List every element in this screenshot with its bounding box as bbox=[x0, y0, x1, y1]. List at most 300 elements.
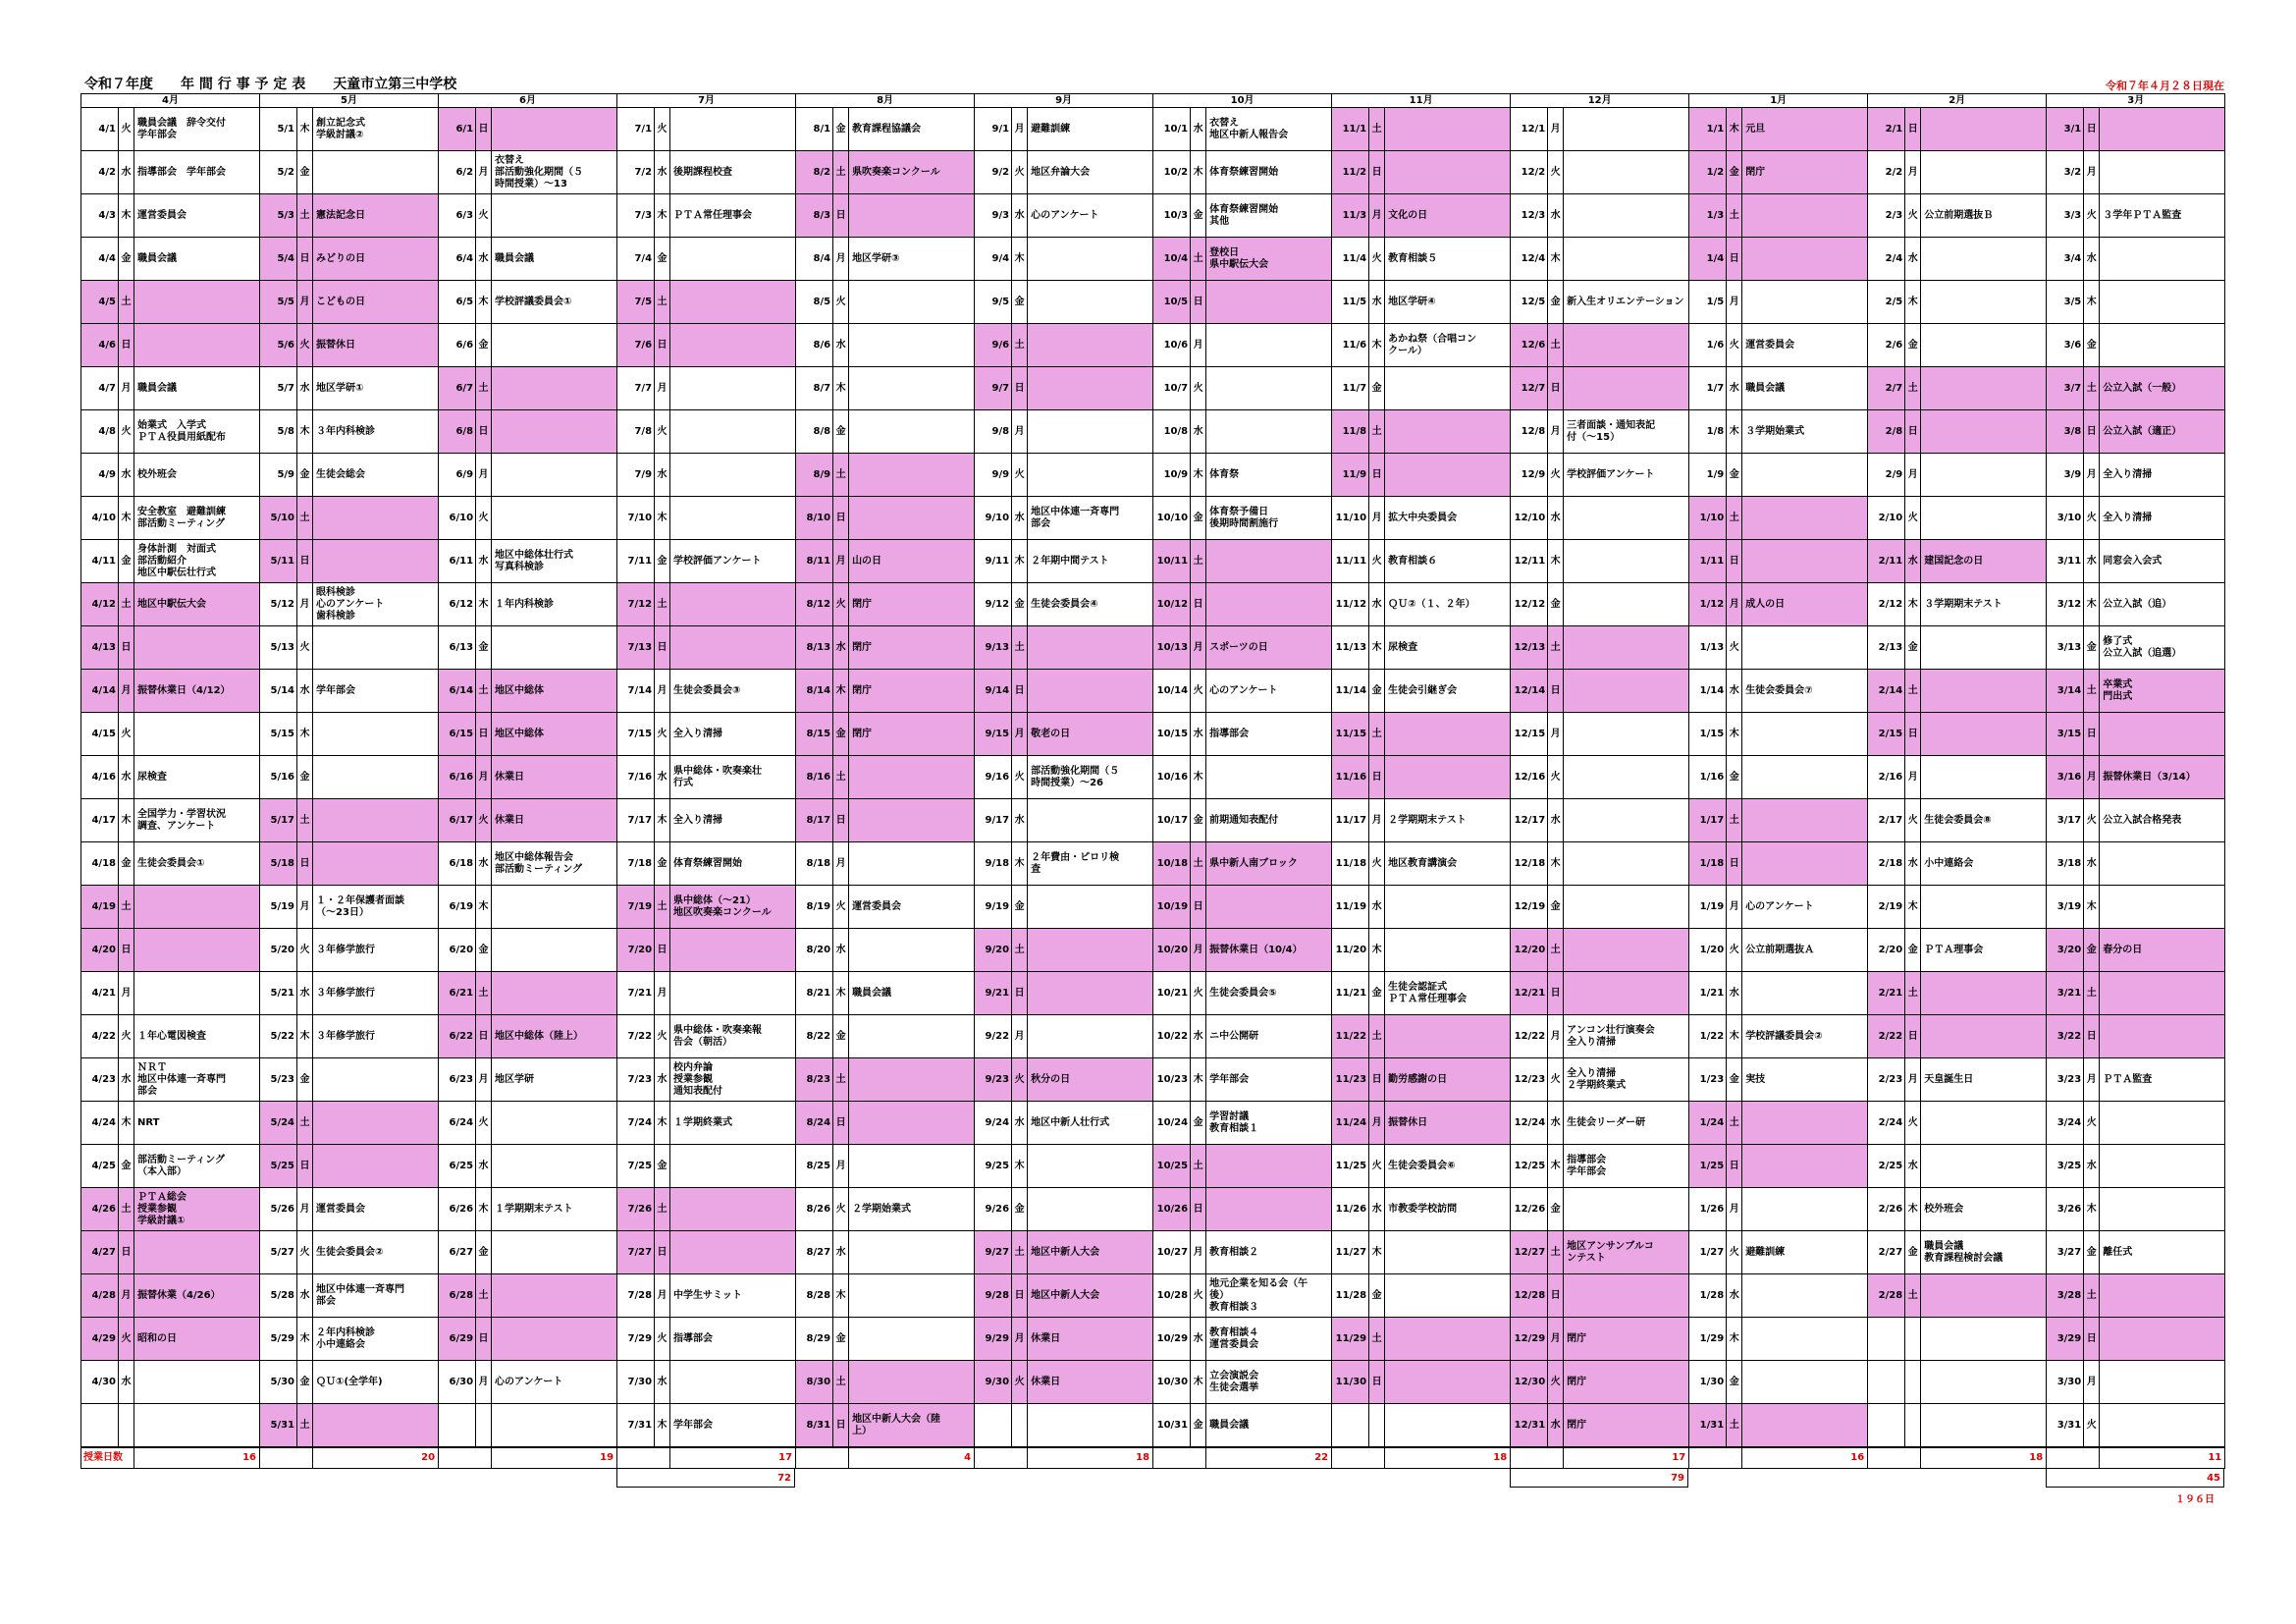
weekday-cell: 火 bbox=[297, 626, 313, 670]
weekday-cell: 日 bbox=[1012, 670, 1028, 713]
date-cell: 5/7 bbox=[260, 367, 297, 410]
weekday-cell: 日 bbox=[1548, 367, 1564, 410]
event-line: ＱＵ②（１、２年） bbox=[1388, 598, 1475, 610]
weekday-cell: 金 bbox=[655, 842, 670, 886]
weekday-cell: 火 bbox=[833, 1188, 849, 1231]
date-cell: 9/21 bbox=[975, 972, 1012, 1015]
date-cell: 10/30 bbox=[1153, 1361, 1191, 1404]
date-cell: 8/15 bbox=[796, 713, 833, 756]
event-cell bbox=[1206, 281, 1332, 324]
event-cell bbox=[1921, 1274, 2047, 1318]
event-cell bbox=[1206, 1231, 1332, 1274]
event-cell bbox=[2100, 1188, 2225, 1231]
weekday-cell: 木 bbox=[1369, 626, 1385, 670]
event-line: ３年修学旅行 bbox=[316, 987, 376, 999]
event-cell bbox=[1742, 454, 1868, 497]
event-cell bbox=[313, 799, 439, 842]
day-row bbox=[81, 1015, 2225, 1058]
event-cell bbox=[313, 497, 439, 540]
event-line: 教育相談２ bbox=[1209, 1246, 1259, 1258]
event-line: 査 bbox=[1031, 863, 1041, 875]
event-cell bbox=[492, 367, 617, 410]
date-cell: 7/28 bbox=[617, 1274, 655, 1318]
event-line: 勤労感謝の日 bbox=[1388, 1073, 1448, 1085]
event-cell bbox=[670, 583, 796, 626]
weekday-cell: 水 bbox=[655, 1361, 670, 1404]
date-cell: 6/12 bbox=[439, 583, 476, 626]
event-cell bbox=[1206, 108, 1332, 151]
date-cell: 10/9 bbox=[1153, 454, 1191, 497]
weekday-cell: 土 bbox=[833, 756, 849, 799]
event-cell bbox=[492, 1058, 617, 1102]
date-cell: 7/2 bbox=[617, 151, 655, 194]
date-cell: 7/11 bbox=[617, 540, 655, 583]
event-cell bbox=[670, 367, 796, 410]
weekday-cell: 水 bbox=[1191, 108, 1206, 151]
date-cell: 5/11 bbox=[260, 540, 297, 583]
date-cell: 12/8 bbox=[1511, 410, 1548, 454]
event-cell bbox=[1206, 1015, 1332, 1058]
event-cell bbox=[1921, 238, 2047, 281]
event-line: 後期課程校査 bbox=[673, 166, 733, 178]
event-line: 県吹奏楽コンクール bbox=[852, 166, 940, 178]
date-cell: 7/18 bbox=[617, 842, 655, 886]
blank-cell bbox=[1511, 1447, 1564, 1469]
date-cell: 9/15 bbox=[975, 713, 1012, 756]
weekday-cell: 火 bbox=[297, 1231, 313, 1274]
weekday-cell: 月 bbox=[833, 238, 849, 281]
event-cell bbox=[1742, 497, 1868, 540]
school-days-10: 16 bbox=[1742, 1447, 1868, 1469]
weekday-cell: 金 bbox=[1548, 281, 1564, 324]
blank-cell bbox=[439, 1447, 492, 1469]
event-cell bbox=[134, 540, 260, 583]
empty-cell bbox=[119, 1404, 134, 1448]
weekday-cell: 日 bbox=[476, 1015, 492, 1058]
event-cell bbox=[492, 799, 617, 842]
weekday-cell: 土 bbox=[476, 670, 492, 713]
date-cell: 2/22 bbox=[1868, 1015, 1905, 1058]
date-cell: 8/7 bbox=[796, 367, 833, 410]
date-cell: 4/6 bbox=[81, 324, 119, 367]
weekday-cell: 水 bbox=[476, 842, 492, 886]
date-cell: 8/22 bbox=[796, 1015, 833, 1058]
date-cell: 7/25 bbox=[617, 1145, 655, 1188]
date-cell: 4/13 bbox=[81, 626, 119, 670]
weekday-cell: 木 bbox=[119, 194, 134, 238]
weekday-cell: 月 bbox=[1369, 799, 1385, 842]
event-line: 写真科検診 bbox=[495, 561, 545, 572]
date-cell: 9/11 bbox=[975, 540, 1012, 583]
date-cell: 12/31 bbox=[1511, 1404, 1548, 1448]
date-cell: 1/29 bbox=[1689, 1318, 1727, 1361]
event-line: 振替休業日（3/14） bbox=[2103, 771, 2196, 783]
school-days-4: 17 bbox=[670, 1447, 796, 1469]
date-cell: 12/20 bbox=[1511, 929, 1548, 972]
event-cell bbox=[1921, 1015, 2047, 1058]
weekday-cell: 金 bbox=[1191, 1102, 1206, 1145]
weekday-cell: 木 bbox=[476, 886, 492, 929]
as-of-date: 令和７年４月２８日現在 bbox=[2106, 80, 2224, 92]
weekday-cell: 土 bbox=[1905, 670, 1921, 713]
event-cell bbox=[134, 1145, 260, 1188]
date-cell: 8/6 bbox=[796, 324, 833, 367]
weekday-cell: 土 bbox=[1191, 238, 1206, 281]
date-cell: 11/20 bbox=[1332, 929, 1369, 972]
event-cell bbox=[1742, 713, 1868, 756]
event-cell bbox=[670, 1145, 796, 1188]
event-cell bbox=[313, 626, 439, 670]
weekday-cell: 火 bbox=[1905, 1102, 1921, 1145]
weekday-cell: 火 bbox=[1548, 454, 1564, 497]
weekday-cell: 日 bbox=[1905, 108, 1921, 151]
date-cell: 4/15 bbox=[81, 713, 119, 756]
date-cell: 7/15 bbox=[617, 713, 655, 756]
weekday-cell: 木 bbox=[833, 972, 849, 1015]
weekday-cell: 水 bbox=[655, 151, 670, 194]
weekday-cell: 金 bbox=[1191, 799, 1206, 842]
event-cell bbox=[849, 1015, 975, 1058]
date-cell: 8/16 bbox=[796, 756, 833, 799]
date-cell: 5/30 bbox=[260, 1361, 297, 1404]
weekday-cell: 月 bbox=[1012, 1015, 1028, 1058]
date-cell: 7/3 bbox=[617, 194, 655, 238]
weekday-cell: 火 bbox=[1369, 540, 1385, 583]
weekday-cell: 月 bbox=[119, 367, 134, 410]
weekday-cell: 日 bbox=[1012, 367, 1028, 410]
weekday-cell: 月 bbox=[476, 151, 492, 194]
event-cell bbox=[849, 367, 975, 410]
event-line: 体育祭練習開始 bbox=[1209, 203, 1279, 215]
weekday-cell: 火 bbox=[833, 886, 849, 929]
event-line: 地区中体連一斉専門 bbox=[1031, 506, 1120, 517]
date-cell: 11/21 bbox=[1332, 972, 1369, 1015]
date-cell: 1/10 bbox=[1689, 497, 1727, 540]
event-cell bbox=[1206, 410, 1332, 454]
event-cell bbox=[1742, 626, 1868, 670]
weekday-cell: 金 bbox=[297, 1058, 313, 1102]
event-cell bbox=[849, 799, 975, 842]
event-line: 心のアンケート bbox=[495, 1376, 563, 1387]
date-cell: 10/5 bbox=[1153, 281, 1191, 324]
date-cell: 1/27 bbox=[1689, 1231, 1727, 1274]
date-cell: 5/27 bbox=[260, 1231, 297, 1274]
date-cell: 11/13 bbox=[1332, 626, 1369, 670]
event-cell bbox=[492, 238, 617, 281]
weekday-cell: 土 bbox=[1727, 497, 1742, 540]
weekday-cell: 月 bbox=[1727, 281, 1742, 324]
date-cell: 4/30 bbox=[81, 1361, 119, 1404]
weekday-cell: 木 bbox=[2084, 1188, 2100, 1231]
weekday-cell: 水 bbox=[119, 756, 134, 799]
date-cell: 6/29 bbox=[439, 1318, 476, 1361]
date-cell: 4/5 bbox=[81, 281, 119, 324]
date-cell: 12/11 bbox=[1511, 540, 1548, 583]
school-days-5: 4 bbox=[849, 1447, 975, 1469]
weekday-cell: 月 bbox=[297, 1188, 313, 1231]
event-line: 学級討議② bbox=[316, 129, 364, 140]
event-line: 校外班会 bbox=[1924, 1203, 1964, 1215]
sheet-header bbox=[80, 72, 2224, 93]
event-line: 体育祭練習開始 bbox=[1209, 166, 1279, 178]
weekday-cell: 火 bbox=[1727, 1231, 1742, 1274]
event-line: 県中新人南ブロック bbox=[1209, 857, 1298, 869]
event-cell bbox=[2100, 713, 2225, 756]
date-cell: 7/9 bbox=[617, 454, 655, 497]
sheet-title: 令和７年度 年 間 行 事 予 定 表 天童市立第三中学校 bbox=[84, 77, 457, 92]
event-cell bbox=[849, 497, 975, 540]
event-line: ２年費由・ピロリ検 bbox=[1031, 851, 1120, 863]
event-cell bbox=[1206, 1058, 1332, 1102]
date-cell: 3/12 bbox=[2047, 583, 2084, 626]
event-line: 地区吹奏楽コンクール bbox=[673, 906, 772, 918]
date-cell: 3/8 bbox=[2047, 410, 2084, 454]
weekday-cell: 日 bbox=[1369, 1058, 1385, 1102]
weekday-cell: 木 bbox=[655, 1102, 670, 1145]
event-line: 地区中体連一斉専門 bbox=[316, 1283, 405, 1295]
date-cell: 1/12 bbox=[1689, 583, 1727, 626]
weekday-cell: 金 bbox=[1012, 281, 1028, 324]
event-line: 地区中総体報告会 bbox=[495, 851, 574, 863]
date-cell: 1/9 bbox=[1689, 454, 1727, 497]
event-cell bbox=[1028, 972, 1153, 1015]
event-cell bbox=[849, 151, 975, 194]
event-cell bbox=[1742, 1145, 1868, 1188]
event-line: 拡大中央委員会 bbox=[1388, 512, 1458, 523]
event-cell bbox=[1742, 1188, 1868, 1231]
weekday-cell: 木 bbox=[297, 108, 313, 151]
weekday-cell: 日 bbox=[2084, 1015, 2100, 1058]
event-cell bbox=[1028, 713, 1153, 756]
day-row bbox=[81, 713, 2225, 756]
event-cell bbox=[670, 1015, 796, 1058]
date-cell: 2/2 bbox=[1868, 151, 1905, 194]
event-cell bbox=[1742, 756, 1868, 799]
date-cell: 1/5 bbox=[1689, 281, 1727, 324]
date-cell: 9/27 bbox=[975, 1231, 1012, 1274]
event-cell bbox=[1564, 281, 1689, 324]
event-cell bbox=[1385, 151, 1511, 194]
weekday-cell: 火 bbox=[1012, 1361, 1028, 1404]
date-cell: 5/19 bbox=[260, 886, 297, 929]
weekday-cell: 木 bbox=[297, 1015, 313, 1058]
event-cell bbox=[1564, 972, 1689, 1015]
weekday-cell: 火 bbox=[1548, 151, 1564, 194]
event-cell bbox=[849, 410, 975, 454]
weekday-cell: 水 bbox=[833, 324, 849, 367]
date-cell: 7/16 bbox=[617, 756, 655, 799]
weekday-cell: 日 bbox=[1727, 540, 1742, 583]
weekday-cell: 木 bbox=[1191, 1058, 1206, 1102]
blank-cell bbox=[1153, 1447, 1206, 1469]
event-cell bbox=[1206, 1145, 1332, 1188]
day-row bbox=[81, 540, 2225, 583]
date-cell: 8/18 bbox=[796, 842, 833, 886]
weekday-cell: 月 bbox=[1548, 108, 1564, 151]
weekday-cell: 日 bbox=[1191, 281, 1206, 324]
date-cell: 7/29 bbox=[617, 1318, 655, 1361]
date-cell: 7/8 bbox=[617, 410, 655, 454]
weekday-cell: 木 bbox=[1548, 238, 1564, 281]
weekday-cell: 火 bbox=[1727, 626, 1742, 670]
event-cell bbox=[313, 1361, 439, 1404]
weekday-cell: 日 bbox=[1369, 1361, 1385, 1404]
event-cell bbox=[1385, 324, 1511, 367]
weekday-cell: 木 bbox=[1012, 842, 1028, 886]
event-line: 公立前期選抜Ａ bbox=[1745, 944, 1815, 955]
event-cell bbox=[134, 324, 260, 367]
date-cell: 2/28 bbox=[1868, 1274, 1905, 1318]
weekday-cell: 火 bbox=[833, 281, 849, 324]
weekday-cell: 金 bbox=[1727, 151, 1742, 194]
empty-cell bbox=[1012, 1404, 1028, 1448]
weekday-cell: 火 bbox=[1012, 151, 1028, 194]
event-cell bbox=[1921, 713, 2047, 756]
date-cell: 2/26 bbox=[1868, 1188, 1905, 1231]
event-line: 部活動ミーティング bbox=[495, 863, 583, 875]
date-cell: 12/10 bbox=[1511, 497, 1548, 540]
event-cell bbox=[849, 540, 975, 583]
weekday-cell: 金 bbox=[655, 540, 670, 583]
date-cell: 11/16 bbox=[1332, 756, 1369, 799]
event-cell bbox=[849, 281, 975, 324]
date-cell: 9/18 bbox=[975, 842, 1012, 886]
event-cell bbox=[849, 194, 975, 238]
weekday-cell: 火 bbox=[1191, 670, 1206, 713]
date-cell: 12/9 bbox=[1511, 454, 1548, 497]
date-cell: 2/16 bbox=[1868, 756, 1905, 799]
event-cell bbox=[849, 842, 975, 886]
event-cell bbox=[849, 626, 975, 670]
event-line: 全入り清掃 bbox=[2103, 468, 2153, 480]
event-line: 部活動ミーティング bbox=[137, 517, 225, 529]
event-line: ＰＴＡ常任理事会 bbox=[1388, 993, 1468, 1004]
event-cell bbox=[313, 410, 439, 454]
weekday-cell: 水 bbox=[1191, 713, 1206, 756]
day-row bbox=[81, 497, 2225, 540]
weekday-cell: 木 bbox=[476, 583, 492, 626]
event-line: 新入生オリエンテーション bbox=[1567, 296, 1684, 307]
event-cell bbox=[1742, 929, 1868, 972]
weekday-cell: 木 bbox=[1727, 1318, 1742, 1361]
weekday-cell: 木 bbox=[1191, 756, 1206, 799]
date-cell: 1/8 bbox=[1689, 410, 1727, 454]
event-line: 授業参観 bbox=[673, 1073, 714, 1085]
weekday-cell: 月 bbox=[2084, 1361, 2100, 1404]
blank-cell bbox=[1332, 1447, 1385, 1469]
event-line: 卒業式 bbox=[2103, 678, 2133, 690]
empty-cell bbox=[1921, 1361, 2047, 1404]
event-cell bbox=[134, 929, 260, 972]
event-line: 県中総体・吹奏楽報 bbox=[673, 1024, 763, 1036]
date-cell: 12/28 bbox=[1511, 1274, 1548, 1318]
date-cell: 1/18 bbox=[1689, 842, 1727, 886]
event-cell bbox=[849, 713, 975, 756]
event-line: 部活動強化期間（５ bbox=[1031, 765, 1120, 777]
weekday-cell: 日 bbox=[119, 626, 134, 670]
weekday-cell: 金 bbox=[297, 151, 313, 194]
weekday-cell: 土 bbox=[1369, 1318, 1385, 1361]
weekday-cell: 水 bbox=[2084, 238, 2100, 281]
event-cell bbox=[1206, 972, 1332, 1015]
event-cell bbox=[1921, 583, 2047, 626]
event-line: 昭和の日 bbox=[137, 1332, 177, 1344]
event-cell bbox=[1206, 497, 1332, 540]
event-cell bbox=[492, 972, 617, 1015]
event-cell bbox=[1206, 1188, 1332, 1231]
date-cell: 4/23 bbox=[81, 1058, 119, 1102]
event-cell bbox=[849, 1318, 975, 1361]
weekday-cell: 月 bbox=[1727, 1188, 1742, 1231]
event-cell bbox=[1385, 626, 1511, 670]
date-cell: 12/5 bbox=[1511, 281, 1548, 324]
event-line: 地区弁論大会 bbox=[1031, 166, 1091, 178]
event-cell bbox=[313, 670, 439, 713]
weekday-cell: 日 bbox=[297, 842, 313, 886]
event-cell bbox=[670, 238, 796, 281]
date-cell: 5/16 bbox=[260, 756, 297, 799]
blank-cell bbox=[2047, 1447, 2100, 1469]
event-cell bbox=[670, 1274, 796, 1318]
event-cell bbox=[2100, 583, 2225, 626]
weekday-cell: 日 bbox=[1905, 713, 1921, 756]
event-line: 休業日 bbox=[1031, 1376, 1061, 1387]
date-cell: 5/5 bbox=[260, 281, 297, 324]
date-cell: 12/12 bbox=[1511, 583, 1548, 626]
weekday-cell: 土 bbox=[1727, 799, 1742, 842]
event-line: 校内弁論 bbox=[673, 1061, 714, 1073]
event-cell bbox=[1564, 194, 1689, 238]
weekday-cell: 日 bbox=[2084, 410, 2100, 454]
event-line: 指導部会 学年部会 bbox=[137, 166, 226, 178]
date-cell: 5/20 bbox=[260, 929, 297, 972]
date-cell: 10/24 bbox=[1153, 1102, 1191, 1145]
weekday-cell: 金 bbox=[476, 1231, 492, 1274]
weekday-cell: 火 bbox=[1727, 324, 1742, 367]
weekday-cell: 土 bbox=[1548, 626, 1564, 670]
date-cell: 5/17 bbox=[260, 799, 297, 842]
weekday-cell: 水 bbox=[2084, 842, 2100, 886]
weekday-cell: 日 bbox=[1548, 1274, 1564, 1318]
event-cell bbox=[1028, 1145, 1153, 1188]
event-line: 小中連絡会 bbox=[1924, 857, 1974, 869]
day-row bbox=[81, 281, 2225, 324]
event-line: 閉庁 bbox=[852, 684, 873, 696]
date-cell: 10/21 bbox=[1153, 972, 1191, 1015]
event-line: 地区中駅伝壮行式 bbox=[137, 567, 216, 578]
weekday-cell: 金 bbox=[1727, 756, 1742, 799]
weekday-cell: 火 bbox=[476, 799, 492, 842]
date-cell: 2/11 bbox=[1868, 540, 1905, 583]
day-row bbox=[81, 583, 2225, 626]
event-line: 前期通知表配付 bbox=[1209, 814, 1279, 826]
event-line: 地区中新人壮行式 bbox=[1031, 1116, 1110, 1128]
event-cell bbox=[1206, 1274, 1332, 1318]
weekday-cell: 月 bbox=[1905, 756, 1921, 799]
event-cell bbox=[1206, 151, 1332, 194]
weekday-cell: 水 bbox=[655, 454, 670, 497]
date-cell: 12/19 bbox=[1511, 886, 1548, 929]
date-cell: 11/3 bbox=[1332, 194, 1369, 238]
weekday-cell: 金 bbox=[1012, 583, 1028, 626]
date-cell: 1/17 bbox=[1689, 799, 1727, 842]
weekday-cell: 木 bbox=[1905, 583, 1921, 626]
event-line: 地区学研④ bbox=[1388, 296, 1436, 307]
date-cell: 4/12 bbox=[81, 583, 119, 626]
event-cell bbox=[134, 1361, 260, 1404]
date-cell: 4/21 bbox=[81, 972, 119, 1015]
event-cell bbox=[1385, 540, 1511, 583]
